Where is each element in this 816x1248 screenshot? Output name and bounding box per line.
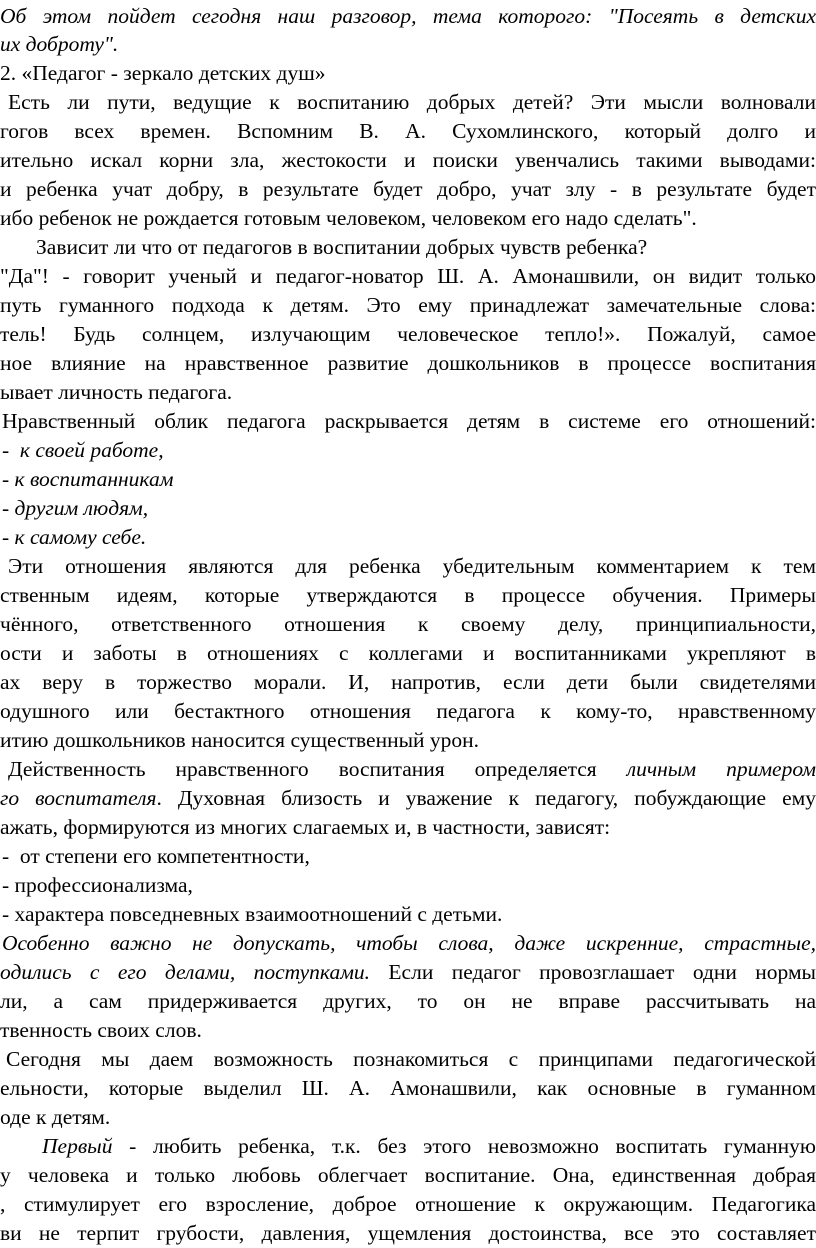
- text-line: [0, 262, 816, 291]
- text-segment: Действенность нравственного воспитания определяется: [8, 757, 627, 781]
- text-line: [0, 1161, 816, 1190]
- text-line: [0, 349, 816, 378]
- text-segment: ости и заботы в отношениях с коллегами и воспитанниками укрепляют в: [0, 641, 816, 665]
- text-segment: Есть ли пути, ведущие к воспитанию добрых детей? Эти мысли волновали: [8, 90, 816, 114]
- text-line: [6, 1045, 816, 1074]
- text-segment: ительно искал корни зла, жестокости и поиски увенчались такими выводами:: [0, 148, 816, 172]
- text-segment: ажать, формируются из многих слагаемых и, в частности, зависят:: [0, 815, 611, 839]
- italic-text: личным примером: [626, 757, 816, 781]
- text-line: [0, 1190, 816, 1219]
- text-line: [0, 1219, 816, 1248]
- text-segment: ывает личность педагога.: [0, 380, 233, 404]
- text-line: [0, 1074, 816, 1103]
- text-segment: . Духовная близость и уважение к педагогу, побуждающие ему: [156, 786, 816, 810]
- italic-text: Об этом пойдет сегодня наш разговор, тема которого: "Посеять в детских: [0, 4, 816, 28]
- text-line: [0, 2, 816, 31]
- text-line: [0, 987, 816, 1016]
- text-segment: - характера повседневных взаимоотношений с детьми.: [2, 902, 503, 926]
- text-line: [0, 610, 816, 639]
- italic-text: Первый: [42, 1134, 113, 1158]
- text-segment: Сегодня мы даем возможность познакомиться с принципами педагогической: [6, 1047, 816, 1071]
- text-segment: у человека и только любовь облегчает воспитание. Она, единственная добрая: [0, 1163, 816, 1187]
- text-line: [0, 726, 816, 755]
- text-segment: Эти отношения являются для ребенка убедительным комментарием к тем: [8, 554, 816, 578]
- italic-text: го воспитателя: [0, 786, 157, 810]
- italic-text: их доброту".: [0, 32, 119, 56]
- text-segment: Зависит ли что от педагогов в воспитании добрых чувств ребенка?: [36, 235, 648, 259]
- italic-text: к своей работе,: [19, 438, 164, 462]
- text-segment: "Да"! - говорит ученый и педагог-новатор Ш. А. Амонашвили, он видит только: [0, 264, 816, 288]
- text-segment: - любить ребенка, т.к. без этого невозможно воспитать гуманную: [112, 1134, 816, 1158]
- text-segment: тель! Будь солнцем, излучающим человеческое тепло!». Пожалуй, самое: [0, 322, 816, 346]
- text-segment: 2. «Педагог - зеркало детских душ»: [0, 61, 326, 85]
- text-line: [0, 813, 816, 842]
- text-line: [2, 465, 816, 494]
- text-line: [0, 668, 816, 697]
- text-line: [0, 639, 816, 668]
- text-segment: чённого, ответственного отношения к своему делу, принципиальности,: [0, 612, 816, 636]
- text-line: [36, 233, 816, 262]
- text-segment: одушного или бестактного отношения педагога к кому-то, нравственному: [0, 699, 816, 723]
- text-line: [0, 117, 816, 146]
- text-segment: итию дошкольников наносится существенный урон.: [0, 728, 480, 752]
- text-line: [0, 958, 816, 987]
- text-segment: ах веру в торжество морали. И, напротив, если дети были свидетелями: [0, 670, 816, 694]
- italic-text: - другим людям,: [2, 496, 149, 520]
- text-line: [2, 407, 816, 436]
- text-segment: ли, а сам придерживается других, то он не вправе рассчитывать на: [0, 989, 816, 1013]
- italic-text: - к воспитанникам: [2, 467, 174, 491]
- text-segment: ви не терпит грубости, давления, ущемления достоинства, все это составляет: [0, 1221, 816, 1245]
- text-segment: , стимулирует его взросление, доброе отношение к окружающим. Педагогика: [0, 1192, 816, 1216]
- text-segment: - от степени его компетентности,: [2, 844, 310, 868]
- text-line: [2, 900, 816, 929]
- text-line: [2, 929, 816, 958]
- text-line: [0, 784, 816, 813]
- text-segment: гогов всех времен. Вспомним В. А. Сухомлинского, который долго и: [0, 119, 816, 143]
- text-line: [0, 59, 816, 88]
- text-line: [0, 175, 816, 204]
- italic-text: Особенно важно не допускать, чтобы слова, даже искренние, страстные,: [2, 931, 816, 955]
- text-line: [0, 1103, 816, 1132]
- text-line: [0, 378, 816, 407]
- text-line: [0, 204, 816, 233]
- italic-text: одились с его делами, поступками.: [0, 960, 371, 984]
- text-line: [0, 320, 816, 349]
- text-line: [0, 1016, 816, 1045]
- text-line: [0, 30, 816, 59]
- text-segment: Нравственный облик педагога раскрывается детям в системе его отношений:: [2, 409, 816, 433]
- text-segment: ственным идеям, которые утверждаются в процессе обучения. Примеры: [0, 583, 816, 607]
- text-line: [2, 842, 816, 871]
- text-segment: - профессионализма,: [2, 873, 193, 897]
- text-line: [8, 88, 816, 117]
- text-segment: Если педагог провозглашает одни нормы: [370, 960, 816, 984]
- text-line: [8, 552, 816, 581]
- text-segment: ельности, которые выделил Ш. А. Амонашвили, как основные в гуманном: [0, 1076, 816, 1100]
- text-segment: оде к детям.: [0, 1105, 111, 1129]
- text-segment: ное влияние на нравственное развитие дошкольников в процессе воспитания: [0, 351, 816, 375]
- text-line: [42, 1132, 816, 1161]
- text-line: [0, 146, 816, 175]
- text-segment: -: [2, 438, 20, 462]
- text-segment: ибо ребенок не рождается готовым человеком, человеком его надо сделать".: [0, 206, 697, 230]
- text-line: [2, 494, 816, 523]
- text-segment: и ребенка учат добру, в результате будет добро, учат злу - в результате будет: [0, 177, 816, 201]
- text-segment: твенность своих слов.: [0, 1018, 202, 1042]
- text-line: [2, 871, 816, 900]
- text-line: [0, 581, 816, 610]
- text-line: [8, 755, 816, 784]
- text-line: [2, 523, 816, 552]
- text-line: [0, 697, 816, 726]
- italic-text: - к самому себе.: [2, 525, 147, 549]
- text-line: [2, 436, 816, 465]
- text-line: [0, 291, 816, 320]
- text-segment: путь гуманного подхода к детям. Это ему принадлежат замечательные слова:: [0, 293, 816, 317]
